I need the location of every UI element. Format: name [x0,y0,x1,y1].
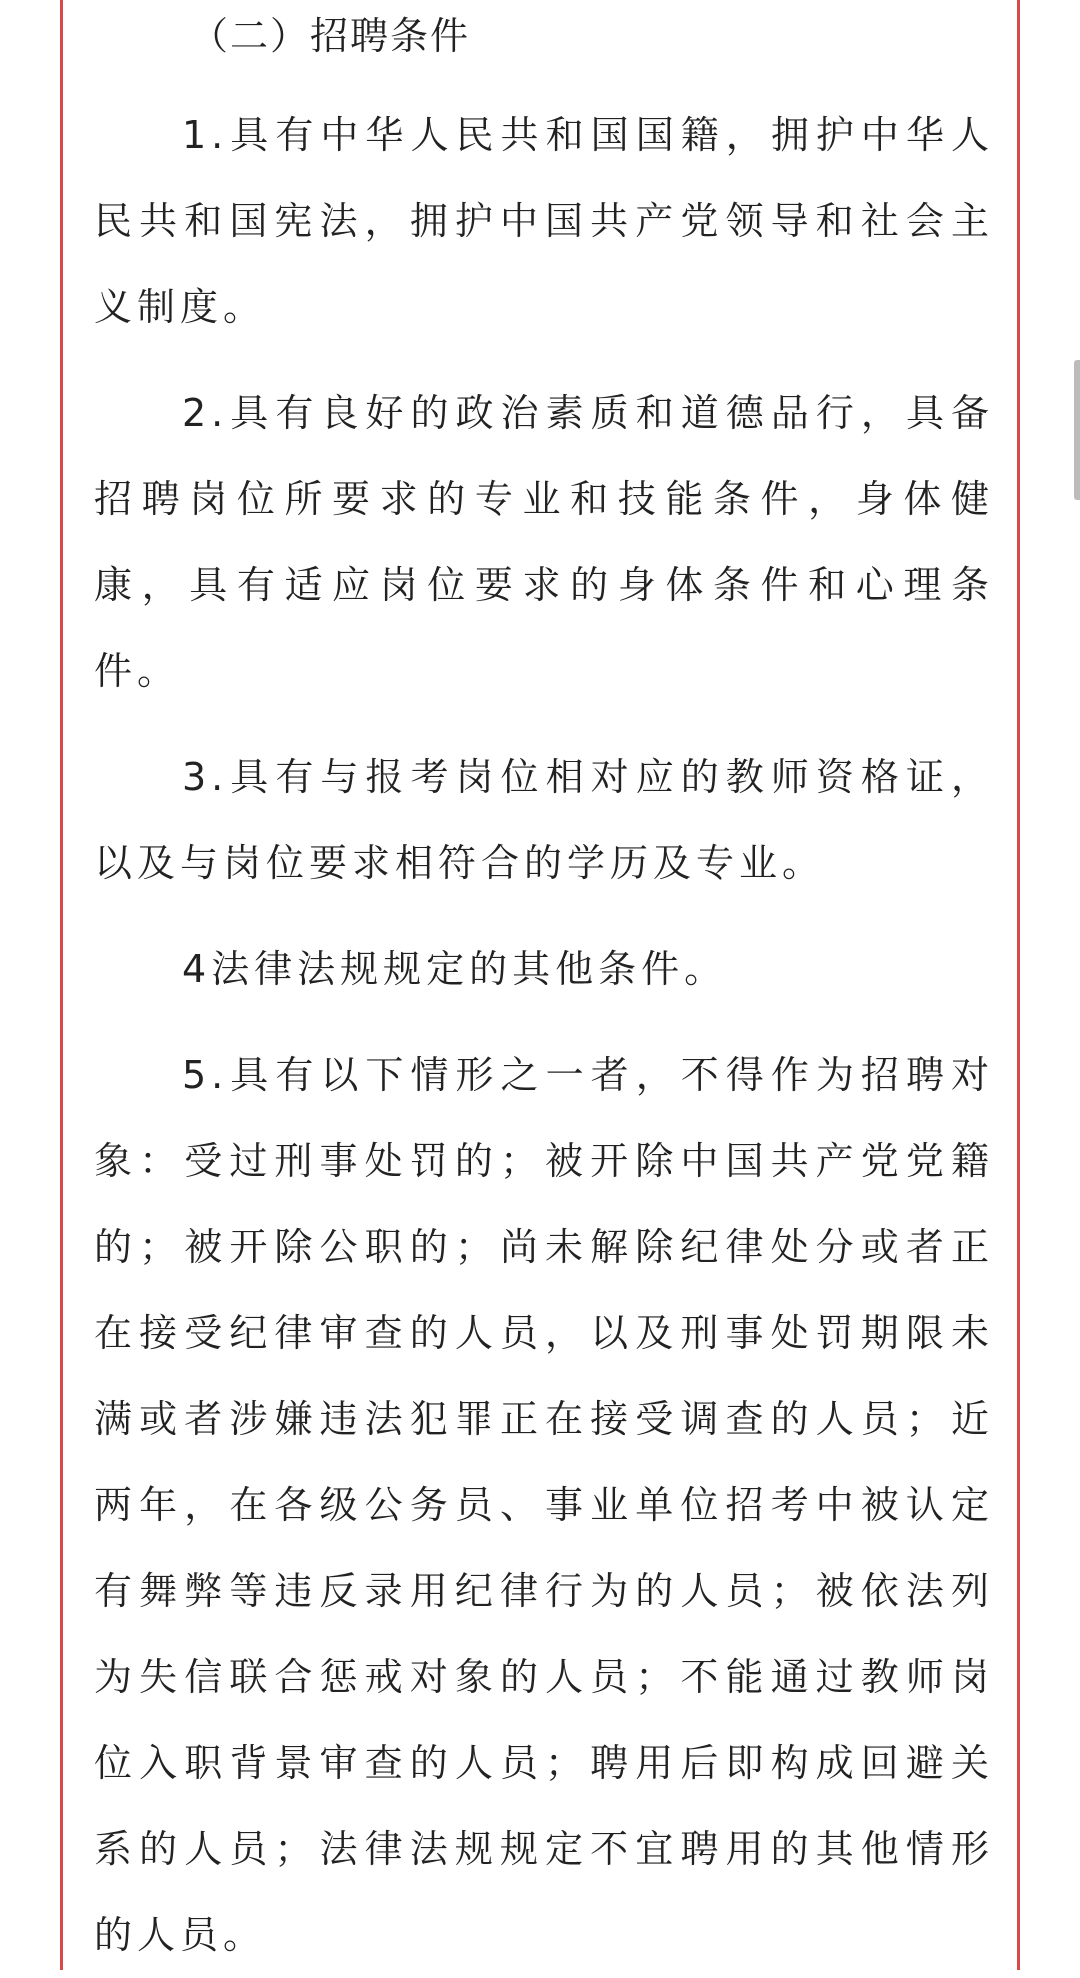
paragraph-condition-5: 5.具有以下情形之一者，不得作为招聘对象：受过刑事处罚的；被开除中国共产党党籍的；被开除公职的；尚未解除纪律处分或者正在接受纪律审查的人员，以及刑事处罚期限未满或者涉嫌违法犯罪正在接受调查的人员；近两年，在各级公务员、事业单位招考中被认定有舞弊等违反录用纪律行为的人员；被依法列为失信联合惩戒对象的人员；不能通过教师岗位入职背景审查的人员；聘用后即构成回避关系的人员；法律法规规定不宜聘用的其他情形的人员。 [94,1053,994,1957]
paragraph-condition-3: 3.具有与报考岗位相对应的教师资格证，以及与岗位要求相符合的学历及专业。 [94,755,994,885]
document-body [94,0,994,1978]
paragraph-condition-4: 4法律法规规定的其他条件。 [182,947,728,991]
paragraph-condition-2: 2.具有良好的政治素质和道德品行，具备招聘岗位所要求的专业和技能条件，身体健康，具有适应岗位要求的身体条件和心理条件。 [94,391,994,693]
scroll-indicator[interactable] [1074,360,1080,500]
section-heading: （二）招聘条件 [190,14,471,58]
paragraph-condition-1: 1.具有中华人民共和国国籍，拥护中华人民共和国宪法，拥护中国共产党领导和社会主义制度。 [94,113,994,329]
